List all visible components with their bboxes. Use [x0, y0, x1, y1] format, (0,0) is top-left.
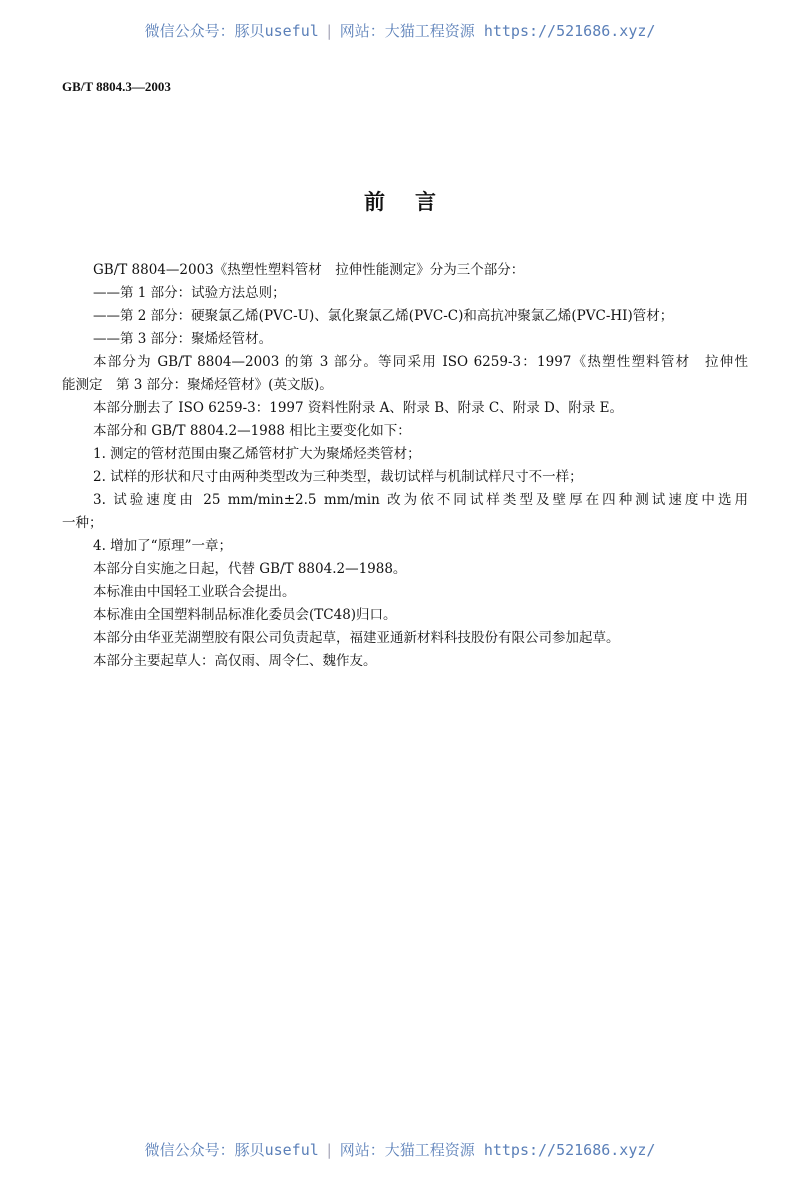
paragraph-line: 本标准由全国塑料制品标准化委员会(TC48)归口。	[93, 607, 397, 623]
paragraph-line: 本部分删去了 ISO 6259-3：1997 资料性附录 A、附录 B、附录 C、附录 D、附录 E。	[93, 400, 624, 416]
title-char-1: 前	[364, 189, 385, 214]
list-item: 一种；	[62, 515, 103, 531]
watermark-top	[0, 20, 800, 41]
watermark-left-text: 微信公众号：豚贝useful	[144, 1141, 319, 1159]
paragraph-line: 本部分自实施之日起，代替 GB/T 8804.2—1988。	[93, 561, 407, 577]
title-char-2: 言	[415, 189, 436, 214]
watermark-separator: |	[324, 22, 334, 40]
list-item: 4. 增加了“原理”一章；	[93, 538, 232, 554]
list-item: ——第 3 部分：聚烯烃管材。	[93, 331, 273, 347]
list-item: 1. 测定的管材范围由聚乙烯管材扩大为聚烯烃类管材；	[93, 446, 421, 462]
page-title	[0, 186, 800, 216]
paragraph-line: GB/T 8804—2003《热塑性塑料管材 拉伸性能测定》分为三个部分：	[93, 262, 525, 278]
paragraph-line: 本标准由中国轻工业联合会提出。	[93, 584, 296, 600]
watermark-bottom	[0, 1139, 800, 1160]
watermark-left-text: 微信公众号：豚贝useful	[144, 22, 319, 40]
list-item: 2. 试样的形状和尺寸由两种类型改为三种类型，裁切试样与机制试样尺寸不一样；	[93, 469, 583, 485]
paragraph-line: 本部分和 GB/T 8804.2—1988 相比主要变化如下：	[93, 423, 411, 439]
standard-code-header: GB/T 8804.3—2003	[62, 79, 171, 94]
paragraph-line: 本部分为 GB/T 8804—2003 的第 3 部分。等同采用 ISO 6259-3：1997《热塑性塑料管材 拉伸性	[93, 354, 748, 370]
watermark-right-text: 网站：大猫工程资源 https://521686.xyz/	[339, 1141, 656, 1159]
list-item: ——第 1 部分：试验方法总则；	[93, 285, 286, 301]
list-item: 3. 试验速度由 25 mm/min±2.5 mm/min 改为依不同试样类型及壁厚在四种测试速度中选用	[93, 492, 748, 508]
list-item: ——第 2 部分：硬聚氯乙烯(PVC-U)、氯化聚氯乙烯(PVC-C)和高抗冲聚氯乙烯(PVC-HI)管材；	[93, 308, 674, 324]
paragraph-line: 本部分由华亚芜湖塑胶有限公司负责起草，福建亚通新材料科技股份有限公司参加起草。	[93, 630, 620, 646]
paragraph-line: 能测定 第 3 部分：聚烯烃管材》(英文版)。	[62, 377, 333, 393]
watermark-separator: |	[324, 1141, 334, 1159]
watermark-right-text: 网站：大猫工程资源 https://521686.xyz/	[339, 22, 656, 40]
paragraph-line: 本部分主要起草人：高仅雨、周令仁、魏作友。	[93, 653, 377, 669]
